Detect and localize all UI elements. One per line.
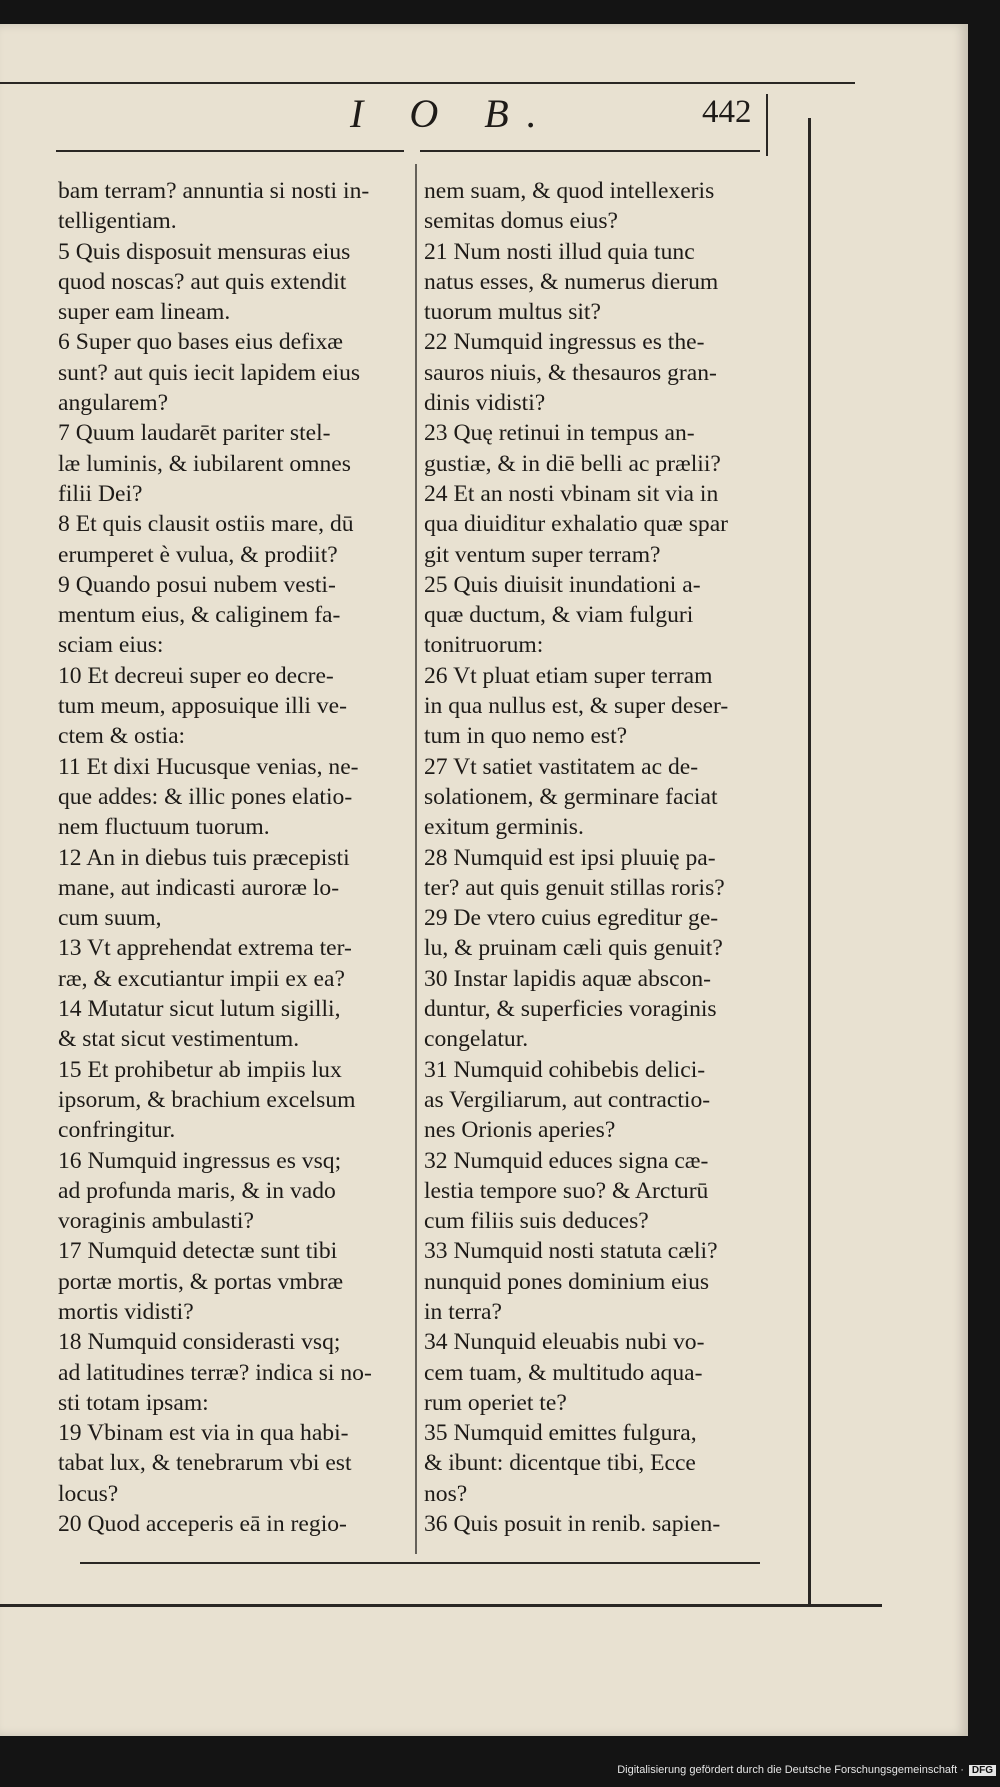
- text-line: 14 Mutatur sicut lutum sigilli,: [58, 996, 341, 1023]
- text-line: ter? aut quis genuit stillas roris?: [424, 874, 725, 901]
- right-frame-rule: [808, 118, 811, 1606]
- text-line: mane, aut indicasti auroræ lo-: [58, 874, 340, 901]
- column-divider: [415, 164, 417, 1554]
- text-line: 12 An in diebus tuis præcepisti: [58, 844, 350, 871]
- text-line: portæ mortis, & portas vmbræ: [58, 1268, 344, 1295]
- text-line: 29 De vtero cuius egreditur ge-: [424, 905, 719, 932]
- text-line: nos?: [424, 1480, 468, 1507]
- text-line: ipsorum, & brachium excelsum: [58, 1086, 356, 1113]
- text-line: mortis vidisti?: [58, 1298, 194, 1325]
- text-line: nunquid pones dominium eius: [424, 1268, 710, 1295]
- text-line: 16 Numquid ingressus es vsq;: [58, 1147, 342, 1174]
- text-line: tabat lux, & tenebrarum vbi est: [58, 1450, 352, 1477]
- head-rule-right: [420, 150, 760, 152]
- text-line: qua diuiditur exhalatio quæ spar: [424, 511, 729, 538]
- text-line: 6 Super quo bases eius defixæ: [58, 329, 344, 356]
- text-line: angularem?: [58, 390, 169, 417]
- text-line: lu, & pruinam cæli quis genuit?: [424, 935, 723, 962]
- text-line: nem fluctuum tuorum.: [58, 814, 270, 841]
- text-line: lestia tempore suo? & Arcturū: [424, 1177, 709, 1204]
- text-line: 19 Vbinam est via in qua habi-: [58, 1420, 349, 1447]
- text-line: 22 Numquid ingressus es the-: [424, 329, 705, 356]
- bottom-rule: [0, 1604, 882, 1607]
- text-line: cum filiis suis deduces?: [424, 1208, 649, 1235]
- text-line: confringitur.: [58, 1117, 176, 1144]
- text-line: 11 Et dixi Hucusque venias, ne-: [58, 753, 359, 780]
- text-line: filii Dei?: [58, 480, 143, 507]
- page-number: 442: [702, 94, 752, 130]
- text-line: tum in quo nemo est?: [424, 723, 628, 750]
- text-line: duntur, & superficies voraginis: [424, 996, 717, 1023]
- text-line: git ventum super terram?: [424, 541, 661, 568]
- text-line: 20 Quod acceperis eā in regio-: [58, 1511, 347, 1538]
- text-line: super eam lineam.: [58, 299, 231, 326]
- text-line: 31 Numquid cohibebis delici-: [424, 1056, 706, 1083]
- text-line: solationem, & germinare faciat: [424, 783, 718, 810]
- text-line: 32 Numquid educes signa cæ-: [424, 1147, 709, 1174]
- text-line: 15 Et prohibetur ab impiis lux: [58, 1056, 342, 1083]
- text-line: telligentiam.: [58, 208, 177, 235]
- text-line: in terra?: [424, 1298, 502, 1325]
- text-line: locus?: [58, 1480, 119, 1507]
- text-line: 8 Et quis clausit ostiis mare, dū: [58, 511, 354, 538]
- text-line: tuorum multus sit?: [424, 299, 601, 326]
- footer-rule: [80, 1562, 760, 1564]
- text-line: 13 Vt apprehendat extrema ter-: [58, 935, 352, 962]
- text-line: dinis vidisti?: [424, 390, 546, 417]
- text-line: 33 Numquid nosti statuta cæli?: [424, 1238, 718, 1265]
- text-line: cum suum,: [58, 905, 162, 932]
- text-line: tum meum, apposuique illi ve-: [58, 693, 347, 720]
- text-line: & stat sicut vestimentum.: [58, 1026, 300, 1053]
- text-line: 18 Numquid considerasti vsq;: [58, 1329, 341, 1356]
- text-line: cem tuam, & multitudo aqua-: [424, 1359, 703, 1386]
- text-line: 34 Nunquid eleuabis nubi vo-: [424, 1329, 705, 1356]
- text-line: 36 Quis posuit in renib. sapien-: [424, 1511, 721, 1538]
- text-line: as Vergiliarum, aut contractio-: [424, 1086, 711, 1113]
- text-line: bam terram? annuntia si nosti in-: [58, 178, 370, 204]
- text-line: 30 Instar lapidis aquæ abscon-: [424, 965, 711, 992]
- dfg-logo: DFG: [969, 1765, 996, 1776]
- text-line: nes Orionis aperies?: [424, 1117, 616, 1144]
- text-line: 24 Et an nosti vbinam sit via in: [424, 480, 719, 507]
- text-line: erumperet è vulua, & prodiit?: [58, 541, 338, 568]
- running-head-bar: [766, 94, 768, 156]
- top-rule: [0, 82, 855, 84]
- running-head-title: I O B.: [350, 91, 555, 136]
- text-line: congelatur.: [424, 1026, 529, 1053]
- text-line: gustiæ, & in diē belli ac prælii?: [424, 450, 721, 477]
- text-line: 27 Vt satiet vastitatem ac de-: [424, 753, 699, 780]
- text-line: 10 Et decreui super eo decre-: [58, 662, 334, 689]
- text-line: 9 Quando posui nubem vesti-: [58, 571, 336, 598]
- text-line: 23 Quę retinui in tempus an-: [424, 420, 695, 447]
- text-line: semitas domus eius?: [424, 208, 618, 235]
- text-line: sti totam ipsam:: [58, 1389, 209, 1416]
- text-line: sunt? aut quis iecit lapidem eius: [58, 359, 361, 386]
- text-line: sciam eius:: [58, 632, 164, 659]
- text-line: mentum eius, & caliginem fa-: [58, 602, 341, 629]
- head-rule-left: [56, 150, 404, 152]
- right-text-column: [424, 176, 779, 1539]
- text-line: 25 Quis diuisit inundationi a-: [424, 571, 701, 598]
- text-line: 26 Vt pluat etiam super terram: [424, 662, 713, 689]
- text-line: 5 Quis disposuit mensuras eius: [58, 238, 351, 265]
- text-line: natus esses, & numerus dierum: [424, 268, 719, 295]
- text-line: sauros niuis, & thesauros gran-: [424, 359, 717, 386]
- text-line: ctem & ostia:: [58, 723, 186, 750]
- text-line: in qua nullus est, & super deser-: [424, 693, 729, 720]
- text-line: 35 Numquid emittes fulgura,: [424, 1420, 697, 1447]
- text-line: tonitruorum:: [424, 632, 544, 659]
- text-line: ræ, & excutiantur impii ex ea?: [58, 965, 345, 992]
- text-line: ad profunda maris, & in vado: [58, 1177, 336, 1204]
- text-line: 17 Numquid detectæ sunt tibi: [58, 1238, 338, 1265]
- text-line: 21 Num nosti illud quia tunc: [424, 238, 695, 265]
- text-line: rum operiet te?: [424, 1389, 567, 1416]
- text-line: 28 Numquid est ipsi pluuię pa-: [424, 844, 716, 871]
- book-page: [0, 24, 968, 1736]
- text-line: 7 Quum laudarēt pariter stel-: [58, 420, 331, 447]
- text-line: nem suam, & quod intellexeris: [424, 178, 715, 204]
- credit-text: Digitalisierung gefördert durch die Deutsche Forschungsgemeinschaft ·: [617, 1764, 964, 1776]
- left-text-column: [58, 176, 413, 1539]
- text-line: voraginis ambulasti?: [58, 1208, 254, 1235]
- text-line: ad latitudines terræ? indica si no-: [58, 1359, 372, 1386]
- digitization-credit: [617, 1764, 996, 1776]
- text-line: que addes: & illic pones elatio-: [58, 783, 353, 810]
- text-line: læ luminis, & iubilarent omnes: [58, 450, 351, 477]
- text-line: quod noscas? aut quis extendit: [58, 268, 347, 295]
- text-line: quæ ductum, & viam fulguri: [424, 602, 694, 629]
- text-line: & ibunt: dicentque tibi, Ecce: [424, 1450, 696, 1477]
- text-line: exitum germinis.: [424, 814, 584, 841]
